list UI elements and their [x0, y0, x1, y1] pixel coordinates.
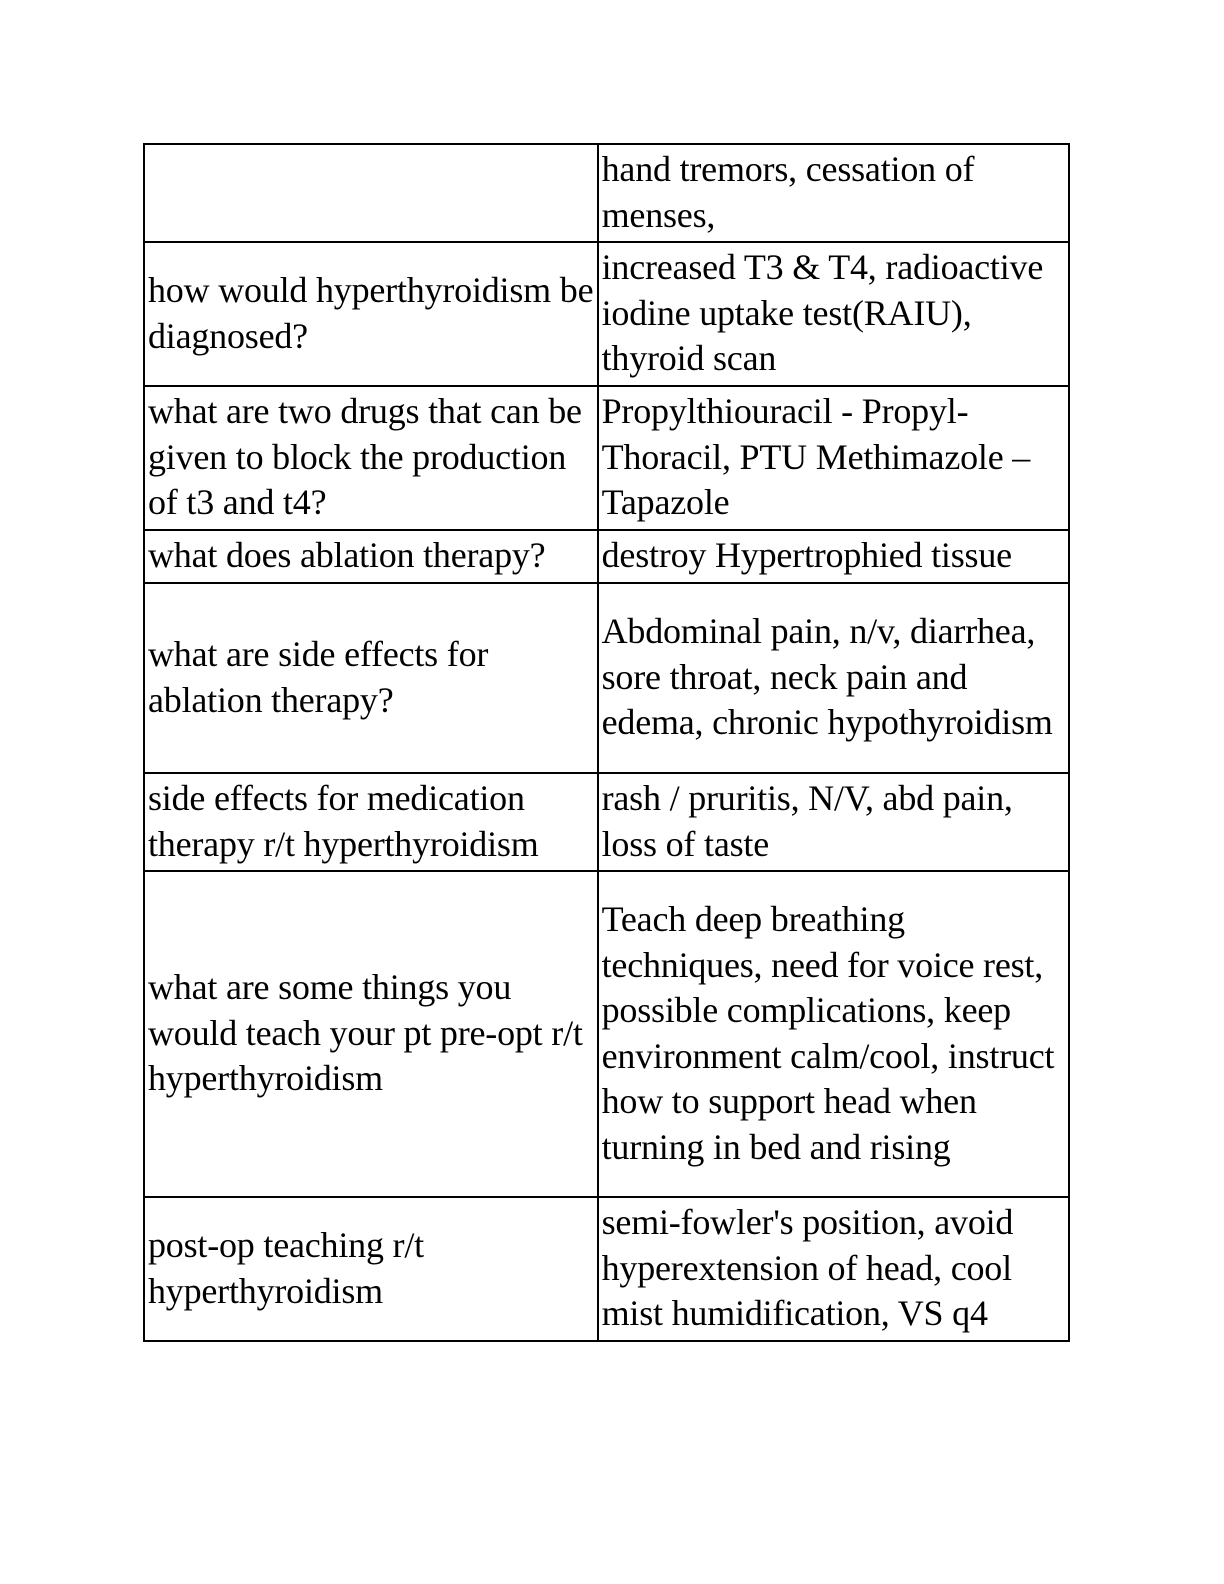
- question-text: what are two drugs that can be given to block the production of t3 and t4?: [148, 391, 582, 523]
- answer-cell: [598, 530, 1069, 583]
- question-text: how would hyperthyroidism be diagnosed?: [148, 270, 594, 356]
- answer-text: Abdominal pain, n/v, diarrhea, sore throat, neck pain and edema, chronic hypothyroidism: [601, 611, 1053, 743]
- question-text: what are some things you would teach your pt pre-opt r/t hyperthyroidism: [148, 967, 583, 1099]
- question-text: what does ablation therapy?: [148, 535, 546, 576]
- answer-cell: [598, 242, 1069, 386]
- answer-cell: [598, 583, 1069, 773]
- question-cell: [144, 1197, 598, 1341]
- table-row: [144, 773, 1069, 871]
- table-row: [144, 871, 1069, 1197]
- question-text: post-op teaching r/t hyperthyroidism: [148, 1225, 424, 1311]
- table-row: [144, 144, 1069, 242]
- answer-cell: [598, 144, 1069, 242]
- question-cell: [144, 871, 598, 1197]
- answer-text: semi-fowler's position, avoid hyperextension of head, cool mist humidification, VS q4: [601, 1202, 1014, 1334]
- question-cell: [144, 583, 598, 773]
- question-cell: [144, 242, 598, 386]
- question-cell: [144, 386, 598, 530]
- question-cell: [144, 773, 598, 871]
- flashcard-table: [143, 143, 1070, 1342]
- answer-text: increased T3 & T4, radioactive iodine uptake test(RAIU), thyroid scan: [601, 247, 1044, 379]
- table-row: [144, 583, 1069, 773]
- table-row: [144, 242, 1069, 386]
- answer-text: Teach deep breathing techniques, need for voice rest, possible complications, keep environment calm/cool, instruct how to support head when turning in bed and rising: [601, 899, 1055, 1167]
- answer-cell: [598, 386, 1069, 530]
- answer-text: destroy Hypertrophied tissue: [601, 535, 1012, 576]
- table-row: [144, 386, 1069, 530]
- question-text: what are side effects for ablation therapy?: [148, 634, 489, 720]
- answer-cell: [598, 871, 1069, 1197]
- question-text: side effects for medication therapy r/t hyperthyroidism: [148, 778, 539, 864]
- table-row: [144, 1197, 1069, 1341]
- question-cell: [144, 530, 598, 583]
- answer-text: rash / pruritis, N/V, abd pain, loss of taste: [601, 778, 1013, 864]
- question-cell: [144, 144, 598, 242]
- table-row: [144, 530, 1069, 583]
- answer-cell: [598, 1197, 1069, 1341]
- answer-text: hand tremors, cessation of menses,: [601, 149, 975, 235]
- answer-cell: [598, 773, 1069, 871]
- answer-text: Propylthiouracil - Propyl-Thoracil, PTU Methimazole – Tapazole: [601, 391, 1031, 523]
